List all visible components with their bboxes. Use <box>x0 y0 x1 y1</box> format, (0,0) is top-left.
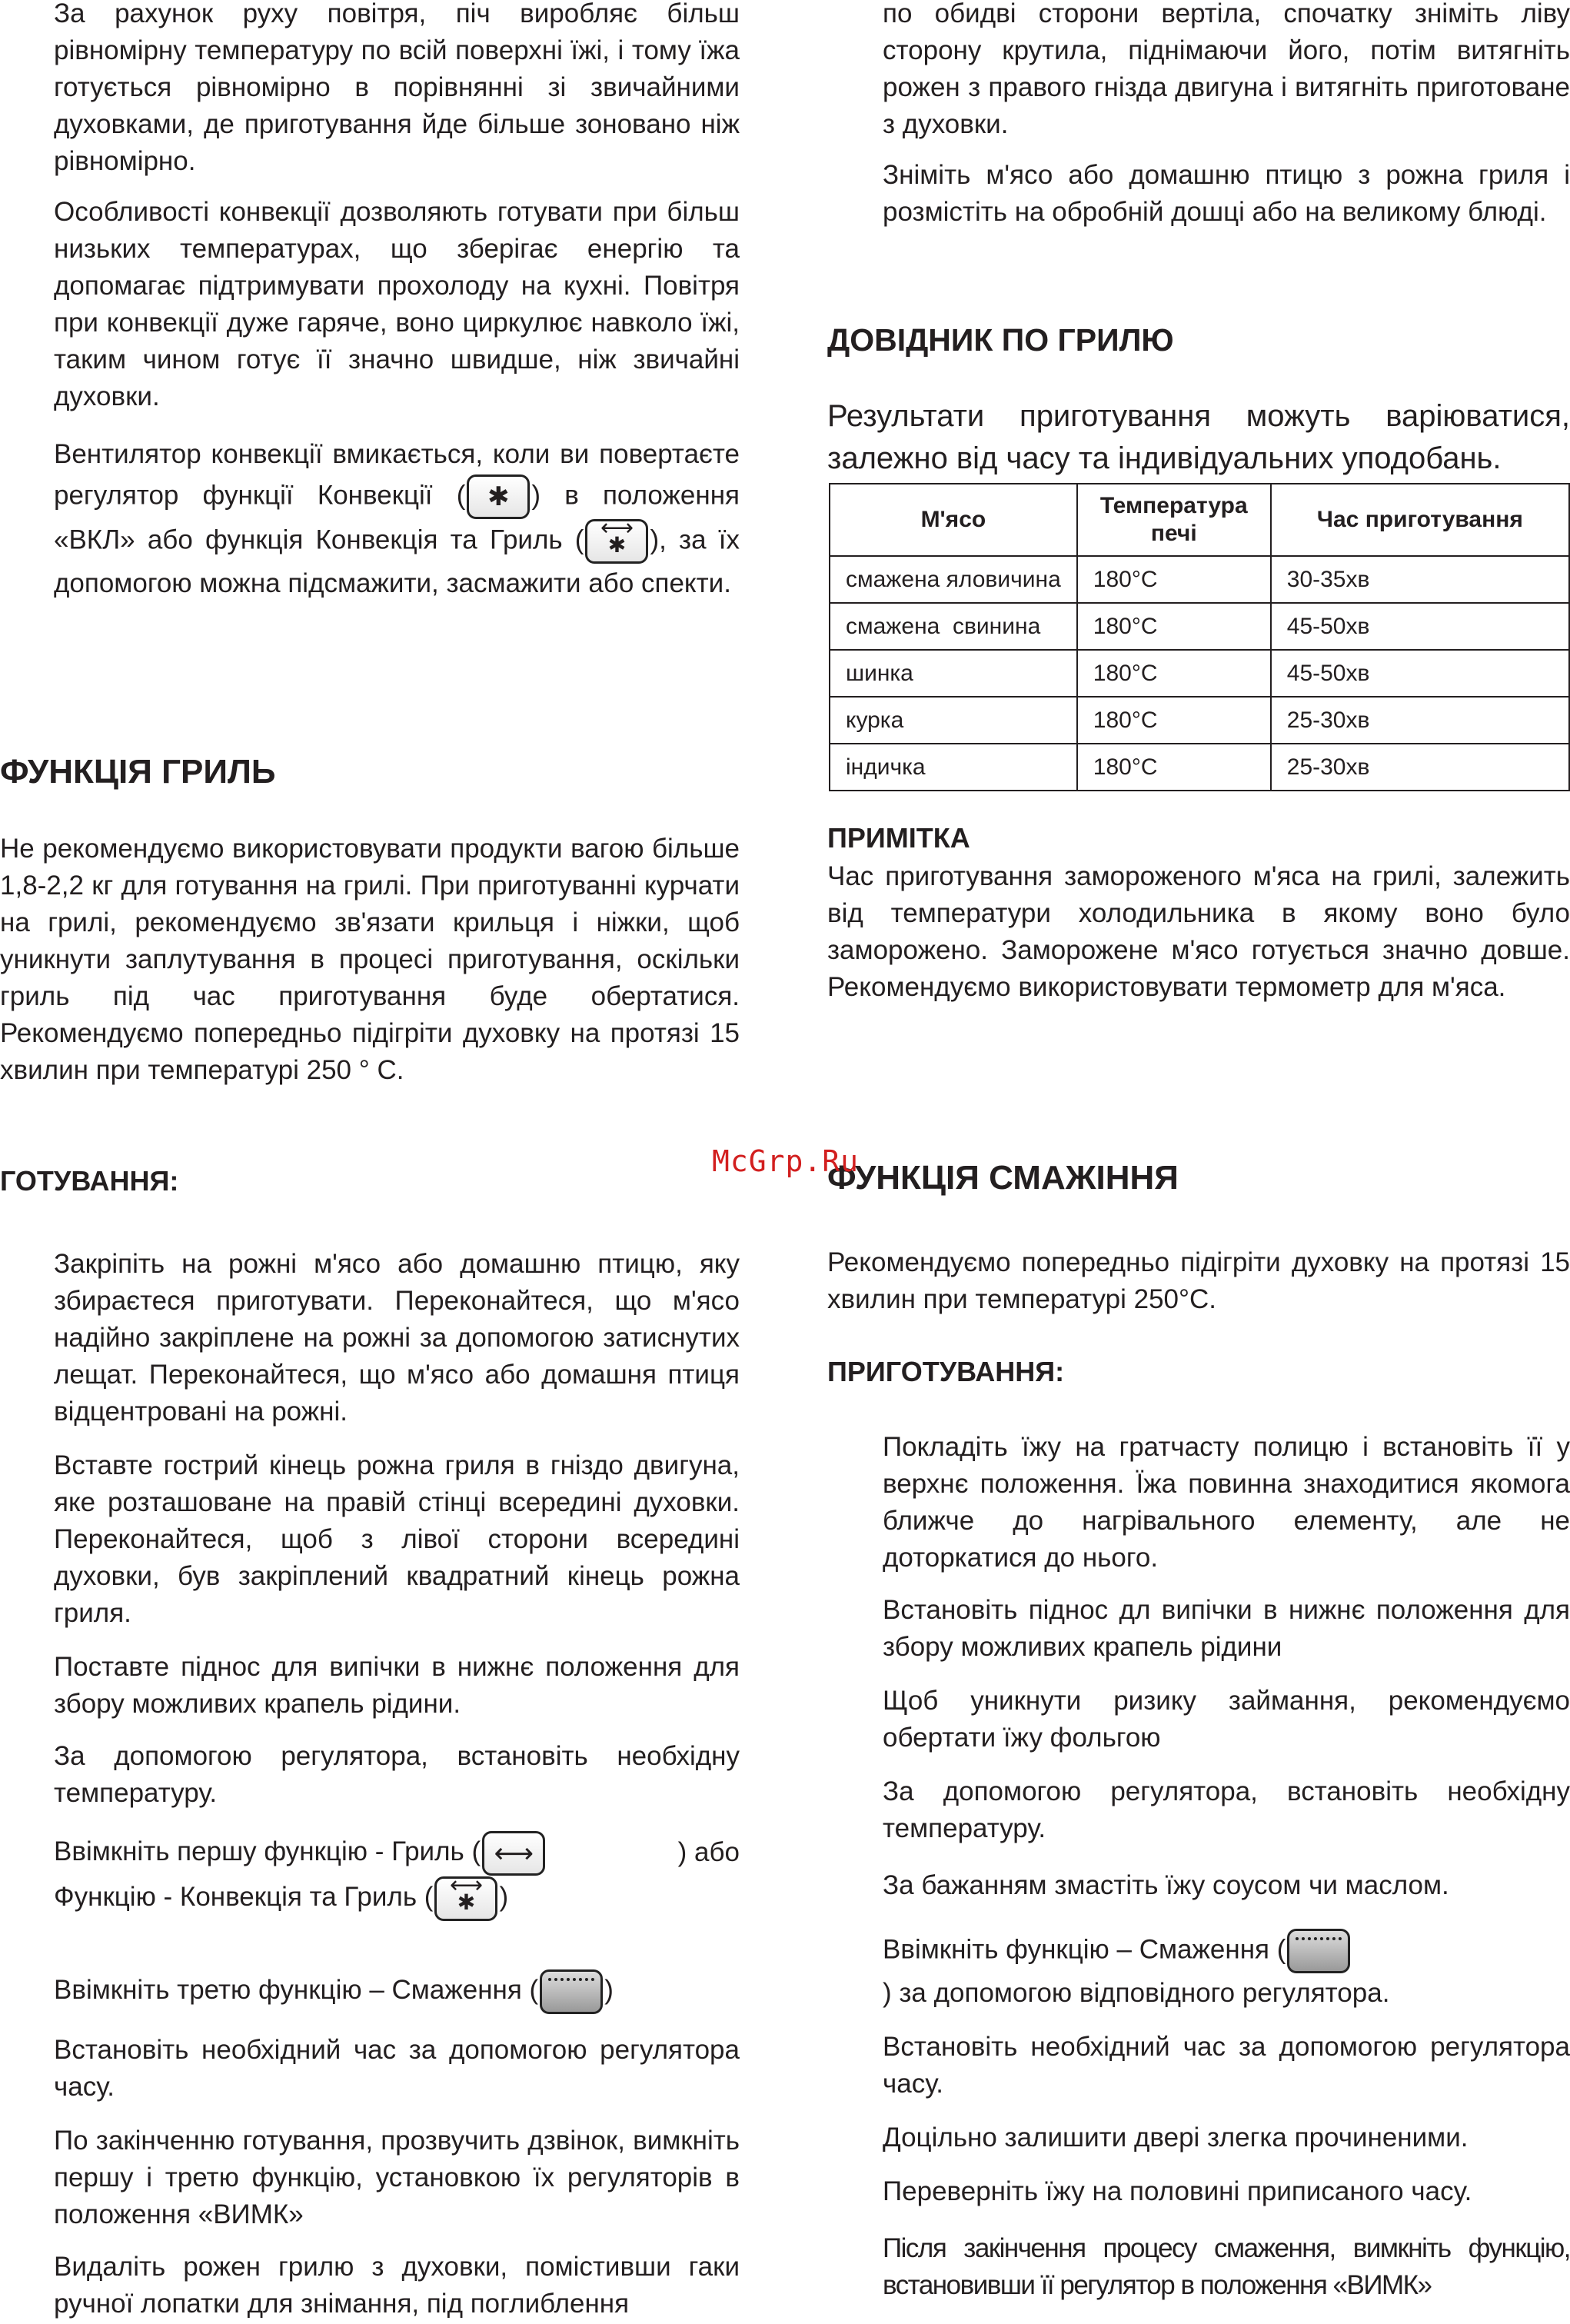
table-row <box>830 603 1569 650</box>
cooking-step-6 <box>0 1969 740 2014</box>
table-cell-time: 45-50хв <box>1271 603 1569 650</box>
roasting-icon <box>540 1969 603 2014</box>
table-row <box>830 556 1569 603</box>
prep6-text-b: ) за допомогою відповідного регулятора. <box>883 1978 1390 2008</box>
meat-removal-text: Зніміть м'ясо або домашню птицю з рожна гриля і розмістіть на обробній дошці або на великому блюді. <box>883 160 1570 227</box>
prep-step-5: За бажанням змастіть їжу соусом чи маслом. <box>883 1870 1449 1900</box>
prep-step-2: Встановіть піднос дл випічки в нижнє положення для збору можливих крапель рідини <box>883 1595 1570 1662</box>
table-cell-time: 25-30хв <box>1271 744 1569 791</box>
table-row <box>830 697 1569 744</box>
prep-step-6 <box>827 1929 1570 2013</box>
prep-step-3: Щоб уникнути ризику займання, рекомендуємо обертати їжу фольгою <box>883 1686 1570 1753</box>
cooking-step-9: Видаліть рожен грилю з духовки, помістивши гаки ручної лопатки для знімання, під поглиблення <box>54 2252 740 2319</box>
convection-fan-paragraph <box>0 435 740 604</box>
cooking-step-8: По закінченню готування, прозвучить дзвінок, вимкніть першу і третю функцію, установкою їх регуляторів в положення «ВИМК» <box>54 2126 740 2229</box>
table-header-temperature: Температура печі <box>1077 484 1271 556</box>
cooking-step-7: Встановіть необхідний час за допомогою регулятора часу. <box>54 2035 740 2102</box>
fan-icon <box>467 474 530 519</box>
prep-step-8: Доцільно залишити двері злегка прочиненими. <box>883 2123 1469 2153</box>
table-row <box>830 650 1569 697</box>
cooking-step-4: За допомогою регулятора, встановіть необхідну температуру. <box>54 1741 740 1808</box>
intro-paragraph-1: За рахунок руху повітря, піч виробляє більш рівномірну температуру по всій поверхні їжі, і тому їжа готується рівномірно в порівнянні зі звичайними духовками, де приготування йде більше зоновано ніж рівномірно. <box>54 0 740 176</box>
table-cell-time: 45-50хв <box>1271 650 1569 697</box>
prep6-text-a: Ввімкніть функцію – Смаження ( <box>883 1934 1286 1965</box>
table-cell-temperature: 180°C <box>1077 697 1271 744</box>
grill-guide-text: Результати приготування можуть варіюватися, залежно від часу та індивідуальних уподобань. <box>827 399 1570 475</box>
convection-text-b: ) в положення «ВКЛ» або функція Конвекція та Гриль ( <box>54 480 740 555</box>
table-header-time: Час приготування <box>1271 484 1569 556</box>
table-cell-meat: смажена свинина <box>830 603 1077 650</box>
table-cell-temperature: 180°C <box>1077 650 1271 697</box>
prep-step-1: Покладіть їжу на гратчасту полицю і встановіть її у верхнє положення. Їжа повинна знаходитися якомога ближче до нагрівального елементу, але не доторкатися до нього. <box>883 1432 1570 1573</box>
table-cell-meat: смажена яловичина <box>830 556 1077 603</box>
step5-text-d: ) <box>499 1881 509 1912</box>
table-cell-meat: індичка <box>830 744 1077 791</box>
cooking-step-2: Вставте гострий кінець рожна гриля в гніздо двигуна, яке розташоване на правій стінці всередині духовки. Переконайтеся, щоб з лівої сторони всередині духовки, був закріплений квадратний кінець рожна гриля. <box>54 1450 740 1628</box>
note-text: Час приготування замороженого м'яса на грилі, залежить від температури холодильника в якому воно було заморожено. Заморожене м'ясо готується значно довше. Рекомендуємо використовувати термометр для м'яса. <box>827 861 1570 1002</box>
convection-grill-icon <box>434 1876 497 1921</box>
note-heading: ПРИМІТКА <box>827 822 970 854</box>
table-cell-temperature: 180°C <box>1077 744 1271 791</box>
grill-guide-heading: ДОВІДНИК ПО ГРИЛЮ <box>827 322 1174 358</box>
preparation-heading: ПРИГОТУВАННЯ: <box>827 1356 1065 1387</box>
grill-function-text: Не рекомендуємо використовувати продукти вагою більше 1,8-2,2 кг для готування на грилі. При приготуванні курчати на грилі, рекомендуємо зв'язати крильця і ніжки, щоб уникнути заплутування в процесі приготування, оскільки гриль під час приготування буде обертатися. Рекомендуємо попередньо підігріти духовку на протязі 15 хвилин при температурі 250 ° С. <box>0 834 740 1085</box>
table-cell-temperature: 180°C <box>1077 556 1271 603</box>
prep-step-7: Встановіть необхідний час за допомогою регулятора часу. <box>883 2032 1570 2099</box>
convection-text-a: Вентилятор конвекції вмикається, коли ви повертаєте регулятор функції Конвекції ( <box>54 439 740 511</box>
table-header-row <box>830 484 1569 556</box>
cooking-heading: ГОТУВАННЯ: <box>0 1165 179 1197</box>
grill-icon <box>482 1831 545 1876</box>
table-cell-temperature: 180°C <box>1077 603 1271 650</box>
table-cell-meat: курка <box>830 697 1077 744</box>
cooking-step-1: Закріпіть на рожні м'ясо або домашню птицю, яку збираєтеся приготувати. Переконайтеся, що м'ясо надійно закріплене на рожні за допомогою затиснутих лещат. Переконайтеся, що м'ясо або домашня птиця відцентровані на рожні. <box>54 1249 740 1427</box>
step6-text-b: ) <box>604 1975 614 2005</box>
prep-step-4: За допомогою регулятора, встановіть необхідну температуру. <box>883 1776 1570 1843</box>
roasting-icon <box>1287 1929 1350 1973</box>
intro-paragraph-2: Особливості конвекції дозволяють готувати при більш низьких температурах, що зберігає енергію та допомагає підтримувати прохолоду на кухні. Повітря при конвекції дуже гаряче, воно циркулює навколо їжі, таким чином готує її значно швидше, ніж звичайні духовки. <box>54 197 740 411</box>
convection-text-c: ), за їх допомогою можна підсмажити, засмажити або спекти. <box>54 524 740 598</box>
roasting-function-heading: ФУНКЦІЯ СМАЖІННЯ <box>827 1159 1179 1197</box>
cooking-step-5 <box>0 1830 740 1921</box>
prep-step-10: Після закінчення процесу смаження, вимкніть функцію, встановивши її регулятор в положення «ВИМК» <box>883 2233 1570 2300</box>
convection-grill-icon <box>585 519 648 564</box>
roasting-function-text: Рекомендуємо попередньо підігріти духовку на протязі 15 хвилин при температурі 250°С. <box>827 1247 1570 1314</box>
prep6-line <box>883 1929 1352 1973</box>
step5-text-a: Ввімкніть першу функцію - Гриль ( <box>54 1836 481 1866</box>
prep-step-9: Переверніть їжу на половині приписаного часу. <box>883 2176 1472 2206</box>
step5-text-b: ) або <box>677 1837 740 1868</box>
cooking-step-3: Поставте піднос для випічки в нижнє положення для збору можливих крапель рідини. <box>54 1652 740 1719</box>
table-row <box>830 744 1569 791</box>
watermark: McGrp.Ru <box>712 1144 860 1178</box>
table-cell-time: 25-30хв <box>1271 697 1569 744</box>
table-cell-meat: шинка <box>830 650 1077 697</box>
table-cell-time: 30-35хв <box>1271 556 1569 603</box>
grill-removal-text: по обидві сторони вертіла, спочатку зніміть ліву сторону крутила, піднімаючи його, потім витягніть рожен з правого гнізда двигуна і витягніть приготоване з духовки. <box>883 0 1570 139</box>
step5-text <box>54 1830 547 1876</box>
grill-function-heading: ФУНКЦІЯ ГРИЛЬ <box>0 753 276 791</box>
grill-guide-table <box>829 483 1570 791</box>
step6-text-a: Ввімкніть третю функцію – Смаження ( <box>54 1975 539 2005</box>
table-header-meat: М'ясо <box>830 484 1077 556</box>
step5-text-c: Функцію - Конвекція та Гриль ( <box>54 1881 434 1912</box>
